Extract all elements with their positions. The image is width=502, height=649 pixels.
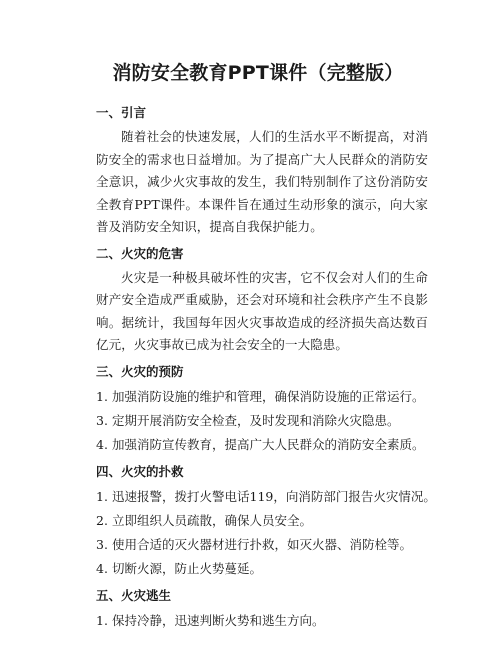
list-item-text: 保持冷静，迅速判断火势和逃生方向。 (112, 612, 325, 628)
escape-list (96, 609, 428, 633)
section-fire-hazards (96, 243, 428, 357)
section-fire-escape (96, 585, 428, 633)
list-item (96, 485, 436, 509)
list-item-text: 加强消防宣传教育，提高广大人民群众的消防安全素质。 (112, 436, 425, 452)
section-heading: 三、火灾的预防 (96, 363, 184, 379)
list-item (96, 557, 428, 581)
section-firefighting (96, 461, 436, 581)
list-item-text: 定期开展消防安全检查，及时发现和消除火灾隐患。 (112, 412, 400, 428)
section-introduction (96, 102, 428, 239)
section-heading: 五、火灾逃生 (96, 587, 172, 603)
list-item-number: 3. (96, 536, 108, 552)
list-item-number: 4. (96, 436, 108, 452)
list-item (96, 409, 428, 433)
list-item-number: 3. (96, 412, 108, 428)
list-item (96, 433, 428, 457)
list-item-number: 2. (96, 512, 108, 528)
list-item-text: 加强消防设施的维护和管理，确保消防设施的正常运行。 (112, 388, 425, 404)
section-heading: 四、火灾的扑救 (96, 463, 184, 479)
list-item-number: 1. (96, 488, 108, 504)
section-paragraph: 火灾是一种极具破坏性的灾害，它不仅会对人们的生命财产安全造成严重威胁，还会对环境和社会秩序产生不良影响。据统计，我国每年因火灾事故造成的经济损失高达数百亿元，火灾事故已成为社会安全的一大隐患。 (96, 269, 428, 352)
section-heading: 一、引言 (96, 105, 147, 120)
list-item (96, 609, 428, 633)
list-item-text: 使用合适的灭火器材进行扑救，如灭火器、消防栓等。 (112, 536, 413, 552)
list-item-number: 1. (96, 388, 108, 404)
section-fire-prevention (96, 361, 428, 457)
list-item-text: 立即组织人员疏散，确保人员安全。 (112, 512, 313, 528)
firefighting-list (96, 485, 436, 581)
section-paragraph: 随着社会的快速发展，人们的生活水平不断提高，对消防安全的需求也日益增加。为了提高广大人民群众的消防安全意识，减少火灾事故的发生，我们特别制作了这份消防安全教育PPT课件。本课件旨在通过生动形象的演示，向大家普及消防安全知识，提高自我保护能力。 (96, 129, 428, 234)
document-title: 消防安全教育PPT课件（完整版） (112, 62, 404, 84)
list-item (96, 385, 428, 409)
list-item-text: 迅速报警，拨打火警电话119，向消防部门报告火灾情况。 (112, 488, 436, 504)
list-item-number: 1. (96, 612, 108, 628)
section-heading: 二、火灾的危害 (96, 245, 184, 261)
list-item (96, 533, 428, 557)
list-item-number: 4. (96, 560, 108, 576)
list-item (96, 509, 428, 533)
list-item-text: 切断火源，防止火势蔓延。 (112, 560, 263, 576)
prevention-list (96, 385, 428, 457)
